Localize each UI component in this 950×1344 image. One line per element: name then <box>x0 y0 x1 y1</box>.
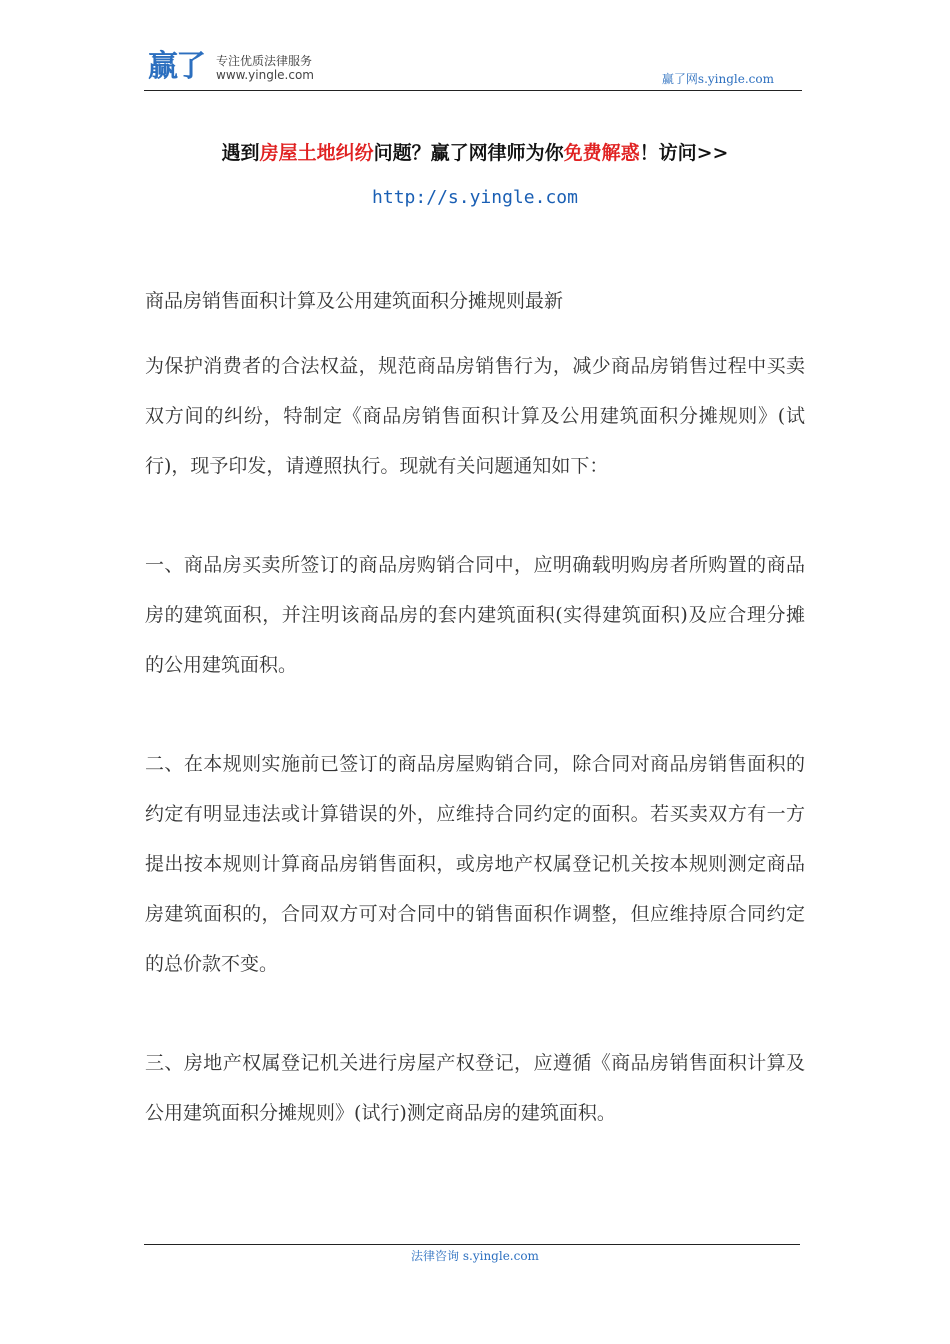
logo-tagline: 专注优质法律服务 <box>216 54 313 68</box>
banner-text-2: 问题？赢了网律师为你 <box>373 142 564 164</box>
article-paragraph: 三、房地产权属登记机关进行房屋产权登记，应遵循《商品房销售面积计算及公用建筑面积分摊规则》(试行)测定商品房的建筑面积。 <box>145 1052 805 1124</box>
promo-banner <box>0 138 950 165</box>
header-site-link[interactable]: 赢了网s.yingle.com <box>661 72 774 86</box>
page-footer[interactable]: 法律咨询 s.yingle.com <box>411 1249 539 1263</box>
article-title: 商品房销售面积计算及公用建筑面积分摊规则最新 <box>145 290 564 312</box>
banner-text-1: 遇到 <box>221 142 260 164</box>
banner-url-link[interactable]: http://s.yingle.com <box>372 187 578 208</box>
yingle-logo[interactable]: 赢了 <box>148 49 204 84</box>
article-body <box>145 285 805 1187</box>
article-paragraph: 一、商品房买卖所签订的商品房购销合同中，应明确载明购房者所购置的商品房的建筑面积，并注明该商品房的套内建筑面积(实得建筑面积)及应合理分摊的公用建筑面积。 <box>145 554 805 676</box>
banner-highlight-topic: 房屋土地纠纷 <box>259 142 374 164</box>
article-paragraph: 为保护消费者的合法权益，规范商品房销售行为，减少商品房销售过程中买卖双方间的纠纷，特制定《商品房销售面积计算及公用建筑面积分摊规则》(试行)，现予印发，请遵照执行。现就有关问题通知如下： <box>145 355 805 477</box>
banner-text-3: ！访问>> <box>639 142 729 164</box>
footer-divider <box>144 1244 800 1245</box>
logo-url: www.yingle.com <box>216 68 314 82</box>
page-header <box>144 46 802 91</box>
banner-highlight-free: 免费解惑 <box>563 142 640 164</box>
article-paragraph: 二、在本规则实施前已签订的商品房屋购销合同，除合同对商品房销售面积的约定有明显违法或计算错误的外，应维持合同约定的面积。若买卖双方有一方提出按本规则计算商品房销售面积，或房地产权属登记机关按本规则测定商品房建筑面积的，合同双方可对合同中的销售面积作调整，但应维持原合同约定的总价款不变。 <box>145 753 805 975</box>
